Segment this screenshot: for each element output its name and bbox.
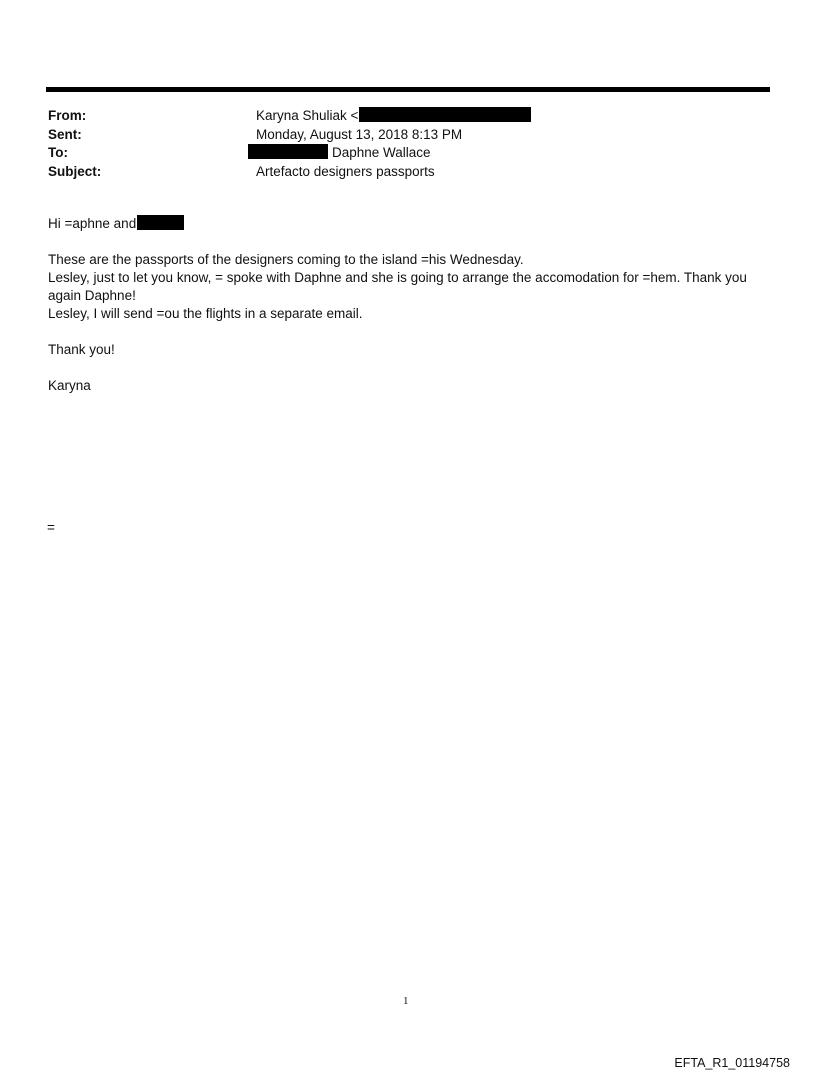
to-row <box>48 144 748 163</box>
redaction-box <box>137 215 184 230</box>
email-body <box>48 215 768 395</box>
bates-number: EFTA_R1_01194758 <box>674 1056 790 1070</box>
body-line: These are the passports of the designers coming to the island =his Wednesday. <box>48 252 524 267</box>
body-line: again Daphne! <box>48 288 136 303</box>
redaction-box <box>359 107 531 122</box>
greeting-text: Hi =aphne and <box>48 216 137 231</box>
from-row <box>48 107 748 126</box>
redaction-box <box>248 144 328 159</box>
signature: Karyna <box>48 378 91 393</box>
from-value <box>256 107 531 126</box>
to-value <box>256 144 431 163</box>
header-rule <box>46 87 770 92</box>
sent-row <box>48 126 748 145</box>
body-line: Lesley, just to let you know, = spoke with Daphne and she is going to arrange the accomodation for =hem. Thank you <box>48 270 747 285</box>
from-name: Karyna Shuliak < <box>256 108 359 123</box>
thanks-line: Thank you! <box>48 342 115 357</box>
sent-value: Monday, August 13, 2018 8:13 PM <box>256 126 463 142</box>
subject-label: Subject: <box>48 163 102 179</box>
from-label: From: <box>48 108 87 123</box>
subject-row <box>48 163 748 182</box>
to-name: Daphne Wallace <box>332 145 431 160</box>
greeting-line <box>48 215 768 233</box>
subject-value: Artefacto designers passports <box>256 163 435 179</box>
to-label: To: <box>48 145 68 160</box>
sent-label: Sent: <box>48 126 82 142</box>
stray-character: = <box>47 520 55 535</box>
body-line: Lesley, I will send =ou the flights in a separate email. <box>48 306 363 321</box>
email-header <box>48 107 748 181</box>
page-number: 1 <box>403 995 409 1007</box>
